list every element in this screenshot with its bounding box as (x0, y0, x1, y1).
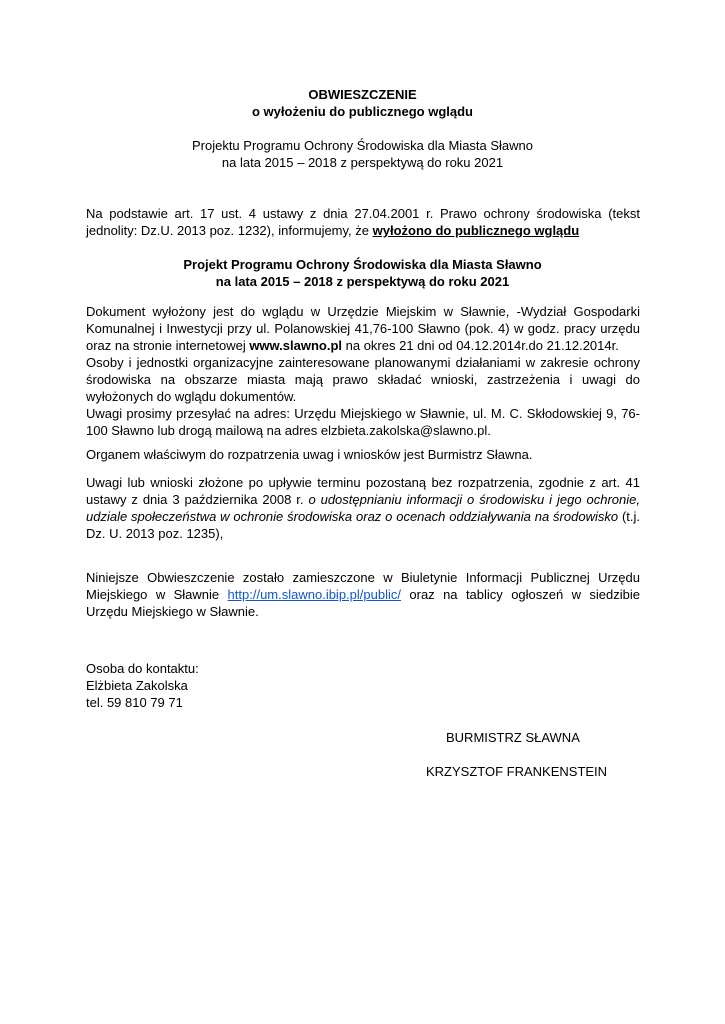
project-bold-line1: Projekt Programu Ochrony Środowiska dla Miasta Sławno (183, 257, 542, 272)
details-block (86, 303, 640, 439)
contact-label: Osoba do kontaktu: (86, 661, 199, 676)
details-text-a: Dokument wyłożony jest do wglądu w Urzędzie Miejskim w Sławnie, -Wydział Gospodarki Komunalnej i Inwestycji przy ul. Polanowskiej 41,76-100 Sławno (pok. 4) w godz. pracy urzędu oraz na stronie internetowej (86, 304, 640, 353)
signature-name: KRZYSZTOF FRANKENSTEIN (426, 764, 608, 779)
publication-text-a: Niniejsze Obwieszczenie zostało zamieszczone w Biuletynie Informacji Publicznej Urzędu Miejskiego w Sławnie (86, 570, 640, 602)
intro-paragraph (86, 205, 640, 239)
document-subtitle: o wyłożeniu do publicznego wglądu (252, 104, 473, 119)
details-paragraph-2: Osoby i jednostki organizacyjne zainteresowane planowanymi działaniami w zakresie ochrony środowiska na obszarze miasta mają prawo składać wnioski, zastrzeżenia i uwagi do wyłożonych do wglądu dokumentów. (86, 355, 640, 404)
late-remarks-paragraph (86, 474, 640, 542)
details-text-b: na okres 21 dni od 04.12.2014r.do 21.12.2014r. (342, 338, 619, 353)
website-address: www.slawno.pl (249, 338, 343, 353)
intro-text: Na podstawie art. 17 ust. 4 ustawy z dnia 27.04.2001 r. Prawo ochrony środowiska (tekst jednolity: Dz.U. 2013 poz. 1232), informujemy, że (86, 206, 640, 238)
organ-paragraph (86, 446, 640, 463)
signature-title: BURMISTRZ SŁAWNA (446, 730, 580, 745)
publication-text-b: oraz na tablicy ogłoszeń w siedzibie Urzędu Miejskiego w Sławnie. (86, 587, 641, 619)
publication-paragraph (86, 569, 640, 620)
late-text-a: Uwagi lub wnioski złożone po upływie terminu pozostaną bez rozpatrzenia, zgodnie z art. 41 ustawy z dnia 3 października 2008 r. (86, 475, 640, 507)
details-paragraph-3: Uwagi prosimy przesyłać na adres: Urzędu Miejskiego w Sławnie, ul. M. C. Skłodowskiej 9, 76-100 Sławno lub drogą mailową na adres elzbieta.zakolska@slawno.pl. (86, 406, 640, 438)
organ-text: Organem właściwym do rozpatrzenia uwag i wniosków jest Burmistrz Sławna. (86, 447, 533, 462)
late-text-b: (t.j. Dz. U. 2013 poz. 1235), (86, 509, 640, 541)
project-title-line2: na lata 2015 – 2018 z perspektywą do roku 2021 (221, 155, 504, 170)
project-bold-line2: na lata 2015 – 2018 z perspektywą do roku 2021 (215, 274, 510, 289)
act-title: o udostępnianiu informacji o środowisku i jego ochronie, udziale społeczeństwa w ochronie środowiska oraz o ocenach oddziaływania na środowisko (86, 492, 640, 524)
intro-emphasis: wyłożono do publicznego wglądu (372, 223, 580, 238)
bip-link[interactable]: http://um.slawno.ibip.pl/public/ (227, 587, 401, 602)
contact-phone: tel. 59 810 79 71 (86, 695, 183, 710)
document-title: OBWIESZCZENIE (308, 87, 417, 102)
contact-name: Elżbieta Zakolska (86, 678, 188, 693)
project-title-line1: Projektu Programu Ochrony Środowiska dla Miasta Sławno (191, 138, 534, 153)
details-paragraph-1 (86, 303, 640, 354)
